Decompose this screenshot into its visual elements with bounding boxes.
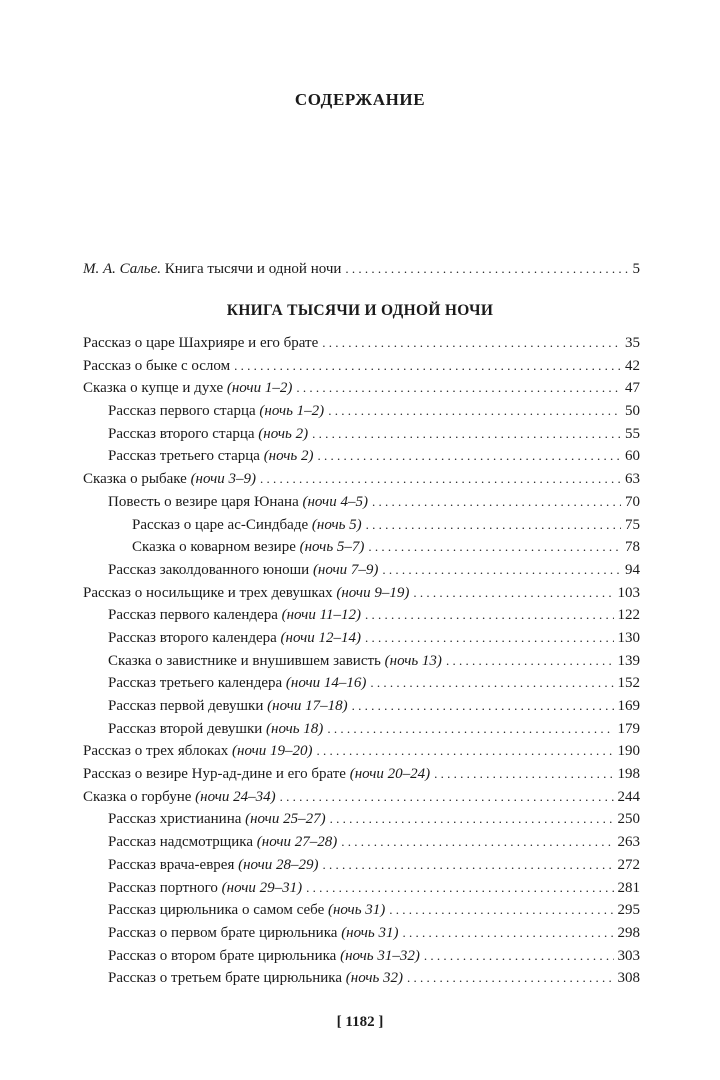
entry-page: 298 [617,924,640,941]
toc-entry [83,786,640,809]
entry-page: 250 [617,811,640,828]
dot-leader [260,468,621,491]
entry-nights: (ночи 17–18) [267,698,348,714]
dot-leader [407,967,613,990]
toc-entry [83,559,640,582]
entry-nights: (ночи 14–16) [285,675,367,692]
dot-leader [434,763,613,786]
entry-nights: (ночь 31–32) [340,947,420,964]
toc-entry [83,695,640,718]
entry-title-text: Рассказ о царе Шахрияре и его брате [83,335,319,351]
toc-entry [83,854,640,877]
entry-nights: (ночи 3–9) [190,471,257,488]
toc-entry [83,740,640,763]
entry-nights: (ночь 31) [341,924,399,941]
entry-nights: (ночь 13) [384,652,442,669]
entry-title-text: Рассказ первого календера [108,607,278,624]
entry-title-text: Рассказ заколдованного юноши [108,561,310,578]
toc-entry [83,718,640,741]
dot-leader [312,423,621,446]
entry-page: 50 [625,403,640,420]
entry-nights: (ночь 18) [266,720,324,737]
dot-leader [322,332,621,355]
entry-page: 63 [625,471,640,488]
entry-title [108,718,323,741]
entry-title-text: Рассказ третьего календера [108,675,283,692]
entry-page: 103 [617,584,640,601]
entry-title-text: Рассказ цирюльника о самом себе [108,902,325,919]
entry-page: 35 [625,335,640,351]
entry-title-text: Рассказ о втором брате цирюльника [108,947,337,964]
dot-leader [446,650,614,673]
dot-leader [368,536,621,559]
entry-title-text: Рассказ о первом брате цирюльника [108,924,338,941]
toc-entry [83,672,640,695]
toc-entry [83,945,640,968]
toc-entry [83,808,640,831]
entry-title [83,763,430,786]
entry-nights: (ночь 2) [258,425,309,442]
entry-page: 244 [617,788,640,805]
entry-title-text: Рассказ о царе ас-Синдбаде [132,516,309,533]
dot-leader [370,672,613,695]
entry-title-text: Сказка о завистнике и внушившем зависть [108,652,381,669]
toc-list [83,332,640,990]
toc-entry [83,627,640,650]
entry-page: 47 [625,380,640,397]
entry-page: 263 [617,834,640,851]
page-number: [ 1182 ] [336,1014,384,1030]
entry-title [108,945,420,968]
entry-nights: (ночи 7–9) [312,561,379,578]
toc-entry [83,831,640,854]
entry-title [83,355,230,378]
entry-nights: (ночи 29–31) [221,879,303,896]
entry-title [108,831,337,854]
entry-title-text: Сказка о рыбаке [83,471,187,488]
entry-page: 75 [625,516,640,533]
entry-title [83,786,276,809]
entry-title-text: Книга тысячи и одной ночи [164,261,342,277]
dot-leader [328,400,621,423]
entry-title-text: Рассказ врача-еврея [108,856,235,873]
entry-page: 303 [617,947,640,964]
entry-title [132,536,364,559]
entry-author: М. А. Салье. [83,261,162,277]
intro-entry [83,258,640,281]
entry-title-text: Рассказ надсмотрщика [108,834,254,851]
entry-title-text: Рассказ христианина [108,811,242,828]
entry-title-text: Рассказ первой девушки [108,698,264,714]
entry-title-text: Рассказ второй девушки [108,720,263,737]
entry-page: 179 [617,720,640,737]
entry-nights: (ночь 1–2) [259,403,325,420]
entry-page: 94 [625,561,640,578]
dot-leader [323,854,614,877]
entry-page: 122 [617,607,640,624]
entry-title [108,695,348,718]
entry-nights: (ночь 5) [311,516,362,533]
entry-title [83,258,341,281]
entry-nights: (ночи 19–20) [232,743,313,760]
dot-leader [402,922,613,945]
dot-leader [365,604,614,627]
entry-title [108,650,442,673]
entry-title-text: Рассказ второго календера [108,629,277,646]
page-title: СОДЕРЖАНИЕ [294,90,426,109]
toc-entry [83,536,640,559]
toc-entry [83,258,640,281]
entry-page: 55 [625,425,640,442]
entry-title-text: Сказка о горбуне [83,788,192,805]
toc-entry [83,332,640,355]
entry-page: 169 [617,698,640,714]
dot-leader [389,899,613,922]
dot-leader [372,491,621,514]
entry-page: 272 [617,856,640,873]
entry-page: 152 [617,675,640,692]
entry-title [132,514,362,537]
entry-page: 190 [617,743,640,760]
toc-entry [83,514,640,537]
dot-leader [345,258,628,281]
entry-nights: (ночи 24–34) [195,788,276,805]
entry-title [83,582,409,605]
dot-leader [280,786,614,809]
dot-leader [382,559,621,582]
dot-leader [317,445,621,468]
entry-title [108,899,385,922]
entry-title [83,377,292,400]
entry-title [108,854,319,877]
entry-nights: (ночь 31) [327,902,386,919]
toc-entry [83,491,640,514]
entry-title-text: Рассказ портного [108,879,218,896]
dot-leader [296,377,621,400]
entry-title [108,672,366,695]
dot-leader [413,582,613,605]
entry-page: 139 [617,652,640,669]
entry-title-text: Рассказ третьего старца [108,448,260,465]
toc-entry [83,899,640,922]
entry-title-text: Сказка о купце и духе [83,380,224,397]
entry-title-text: Рассказ о третьем брате цирюльника [108,970,343,987]
toc-entry [83,877,640,900]
entry-title [108,922,398,945]
entry-nights: (ночь 32) [345,970,404,987]
entry-nights: (ночи 4–5) [302,493,368,510]
dot-leader [306,877,613,900]
entry-nights: (ночи 25–27) [245,811,326,828]
entry-page: 78 [625,539,640,556]
dot-leader [330,808,614,831]
entry-title [83,740,312,763]
entry-nights: (ночи 20–24) [349,766,431,783]
entry-title [108,808,326,831]
entry-title-text: Рассказ о быке с ослом [83,357,231,374]
entry-nights: (ночи 9–19) [336,584,410,601]
entry-page: 295 [617,902,640,919]
toc-entry [83,922,640,945]
entry-page: 130 [617,629,640,646]
entry-title [108,627,361,650]
entry-title [108,877,302,900]
dot-leader [327,718,613,741]
entry-page: 5 [632,261,640,277]
entry-title [108,491,368,514]
toc-entry [83,468,640,491]
dot-leader [352,695,614,718]
entry-title-text: Рассказ о везире Нур-ад-дине и его брате [83,766,346,783]
dot-leader [341,831,613,854]
toc-entry [83,445,640,468]
entry-page: 60 [625,448,640,465]
entry-title-text: Сказка о коварном везире [132,539,296,556]
toc-entry [83,355,640,378]
entry-title [83,332,318,355]
dot-leader [365,627,614,650]
toc-entry [83,967,640,990]
entry-page: 198 [617,766,640,783]
dot-leader [316,740,613,763]
entry-title-text: Рассказ о трех яблоках [83,743,229,760]
toc-entry [83,604,640,627]
toc-entry [83,582,640,605]
entry-title [108,445,313,468]
toc-entry [83,763,640,786]
section-title: КНИГА ТЫСЯЧИ И ОДНОЙ НОЧИ [226,302,494,319]
entry-nights: (ночи 11–12) [281,607,361,624]
entry-page: 308 [617,970,640,987]
entry-page: 70 [625,493,640,510]
dot-leader [366,514,621,537]
entry-nights: (ночь 2) [263,448,314,465]
entry-title [108,604,361,627]
entry-title [83,468,256,491]
entry-title-text: Рассказ первого старца [108,403,256,420]
entry-nights: (ночи 12–14) [280,629,361,646]
entry-nights: (ночь 5–7) [299,539,365,556]
dot-leader [424,945,614,968]
toc-entry [83,650,640,673]
entry-page: 42 [625,357,640,374]
toc-entry [83,377,640,400]
toc-entry [83,423,640,446]
entry-title [108,400,324,423]
entry-title-text: Рассказ второго старца [108,425,255,442]
entry-page: 281 [617,879,640,896]
entry-title [108,423,308,446]
entry-nights: (ночи 28–29) [238,856,319,873]
entry-title-text: Рассказ о носильщике и трех девушках [83,584,333,601]
entry-title-text: Повесть о везире царя Юнана [108,493,299,510]
dot-leader [234,355,621,378]
entry-nights: (ночи 1–2) [226,380,293,397]
entry-title [108,559,378,582]
entry-nights: (ночи 27–28) [256,834,338,851]
toc-entry [83,400,640,423]
entry-title [108,967,403,990]
